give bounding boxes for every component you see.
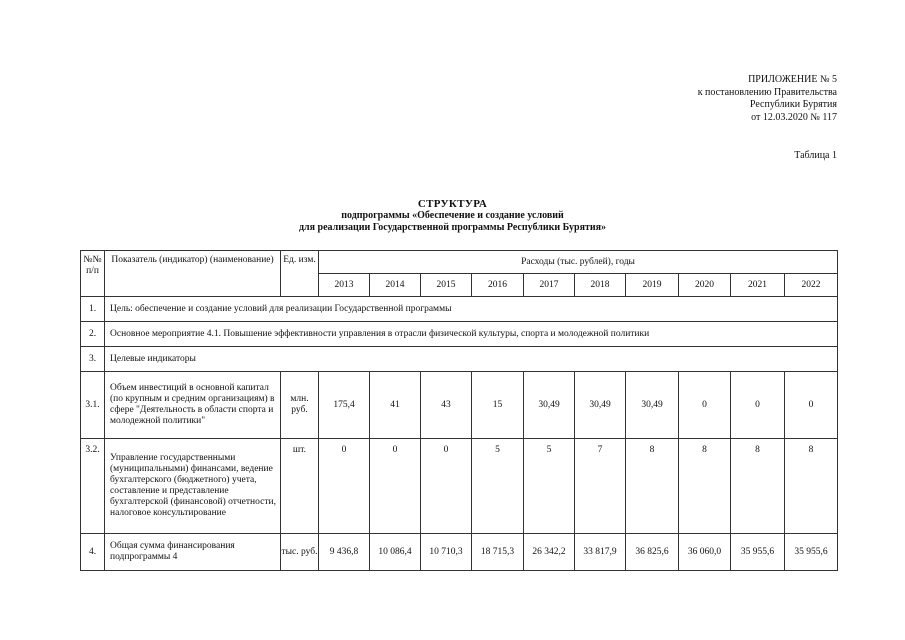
header-indicator: Показатель (индикатор) (наименование): [105, 251, 281, 297]
document-title: [0, 198, 905, 234]
header-num: №№ п/п: [81, 251, 105, 297]
appendix-line: ПРИЛОЖЕНИЕ № 5: [748, 74, 837, 85]
indicator-cell: Объем инвестиций в основной капитал (по крупным и средним организациям) в сфере "Деятельность в области спорта и молодежной политики": [105, 372, 281, 439]
year-cell: 2014: [370, 274, 421, 297]
unit-cell: тыс. руб.: [281, 534, 319, 571]
value-cell: 0: [785, 372, 838, 439]
value-cell: 8: [679, 439, 731, 534]
title-line-3: для реализации Государственной программы Республики Бурятия»: [298, 222, 607, 233]
indicator-cell: Общая сумма финансирования подпрограммы 4: [105, 534, 281, 571]
year-cell: 2016: [472, 274, 524, 297]
value-cell: 33 817,9: [575, 534, 626, 571]
value-cell: 7: [575, 439, 626, 534]
value-cell: 30,49: [524, 372, 575, 439]
appendix-line: Республики Бурятия: [749, 99, 837, 110]
section-row: [81, 322, 838, 347]
value-cell: 15: [472, 372, 524, 439]
value-cell: 36 825,6: [626, 534, 679, 571]
value-cell: 0: [421, 439, 472, 534]
value-cell: 175,4: [319, 372, 370, 439]
value-cell: 43: [421, 372, 472, 439]
row-num: 3.2.: [81, 439, 105, 534]
section-row: [81, 297, 838, 322]
value-cell: 35 955,6: [731, 534, 785, 571]
unit-cell: млн. руб.: [281, 372, 319, 439]
value-cell: 0: [370, 439, 421, 534]
unit-cell: шт.: [281, 439, 319, 534]
value-cell: 36 060,0: [679, 534, 731, 571]
row-num: 1.: [81, 297, 105, 322]
value-cell: 10 710,3: [421, 534, 472, 571]
year-cell: 2018: [575, 274, 626, 297]
value-cell: 30,49: [626, 372, 679, 439]
header-expenses: Расходы (тыс. рублей), годы: [319, 251, 838, 274]
section-text: Цель: обеспечение и создание условий для реализации Государственной программы: [105, 297, 838, 322]
appendix-line: от 12.03.2020 № 117: [751, 111, 837, 123]
title-main: СТРУКТУРА: [417, 198, 488, 210]
value-cell: 35 955,6: [785, 534, 838, 571]
year-cell: 2013: [319, 274, 370, 297]
year-cell: 2021: [731, 274, 785, 297]
value-cell: 41: [370, 372, 421, 439]
row-num: 3.1.: [81, 372, 105, 439]
value-cell: 0: [319, 439, 370, 534]
table-label: Таблица 1: [794, 150, 837, 161]
value-cell: 18 715,3: [472, 534, 524, 571]
value-cell: 5: [472, 439, 524, 534]
row-num: 2.: [81, 322, 105, 347]
value-cell: 10 086,4: [370, 534, 421, 571]
value-cell: 9 436,8: [319, 534, 370, 571]
value-cell: 5: [524, 439, 575, 534]
table-row: [81, 439, 838, 534]
year-cell: 2015: [421, 274, 472, 297]
section-row: [81, 347, 838, 372]
value-cell: 0: [731, 372, 785, 439]
row-num: 3.: [81, 347, 105, 372]
year-cell: 2019: [626, 274, 679, 297]
row-num: 4.: [81, 534, 105, 571]
value-cell: 26 342,2: [524, 534, 575, 571]
appendix-line: к постановлению Правительства: [697, 86, 837, 98]
table-row: [81, 534, 838, 571]
header-unit: Ед. изм.: [281, 251, 319, 297]
section-text: Целевые индикаторы: [105, 347, 838, 372]
value-cell: 8: [731, 439, 785, 534]
year-cell: 2022: [785, 274, 838, 297]
section-text: Основное мероприятие 4.1. Повышение эффективности управления в отрасли физической культуры, спорта и молодежной политики: [105, 322, 838, 347]
table-row: [81, 372, 838, 439]
indicator-cell: Управление государственными (муниципальными) финансами, ведение бухгалтерского (бюджетного) учета, составление и представление бухгалтерской (финансовой) отчетности, налоговое консультирование: [105, 439, 281, 534]
header-row: [81, 251, 838, 274]
value-cell: 8: [626, 439, 679, 534]
value-cell: 30,49: [575, 372, 626, 439]
title-line-2: подпрограммы «Обеспечение и создание условий: [341, 210, 564, 221]
year-cell: 2017: [524, 274, 575, 297]
structure-table: [80, 250, 838, 571]
value-cell: 8: [785, 439, 838, 534]
appendix-block: [698, 74, 837, 124]
year-cell: 2020: [679, 274, 731, 297]
value-cell: 0: [679, 372, 731, 439]
